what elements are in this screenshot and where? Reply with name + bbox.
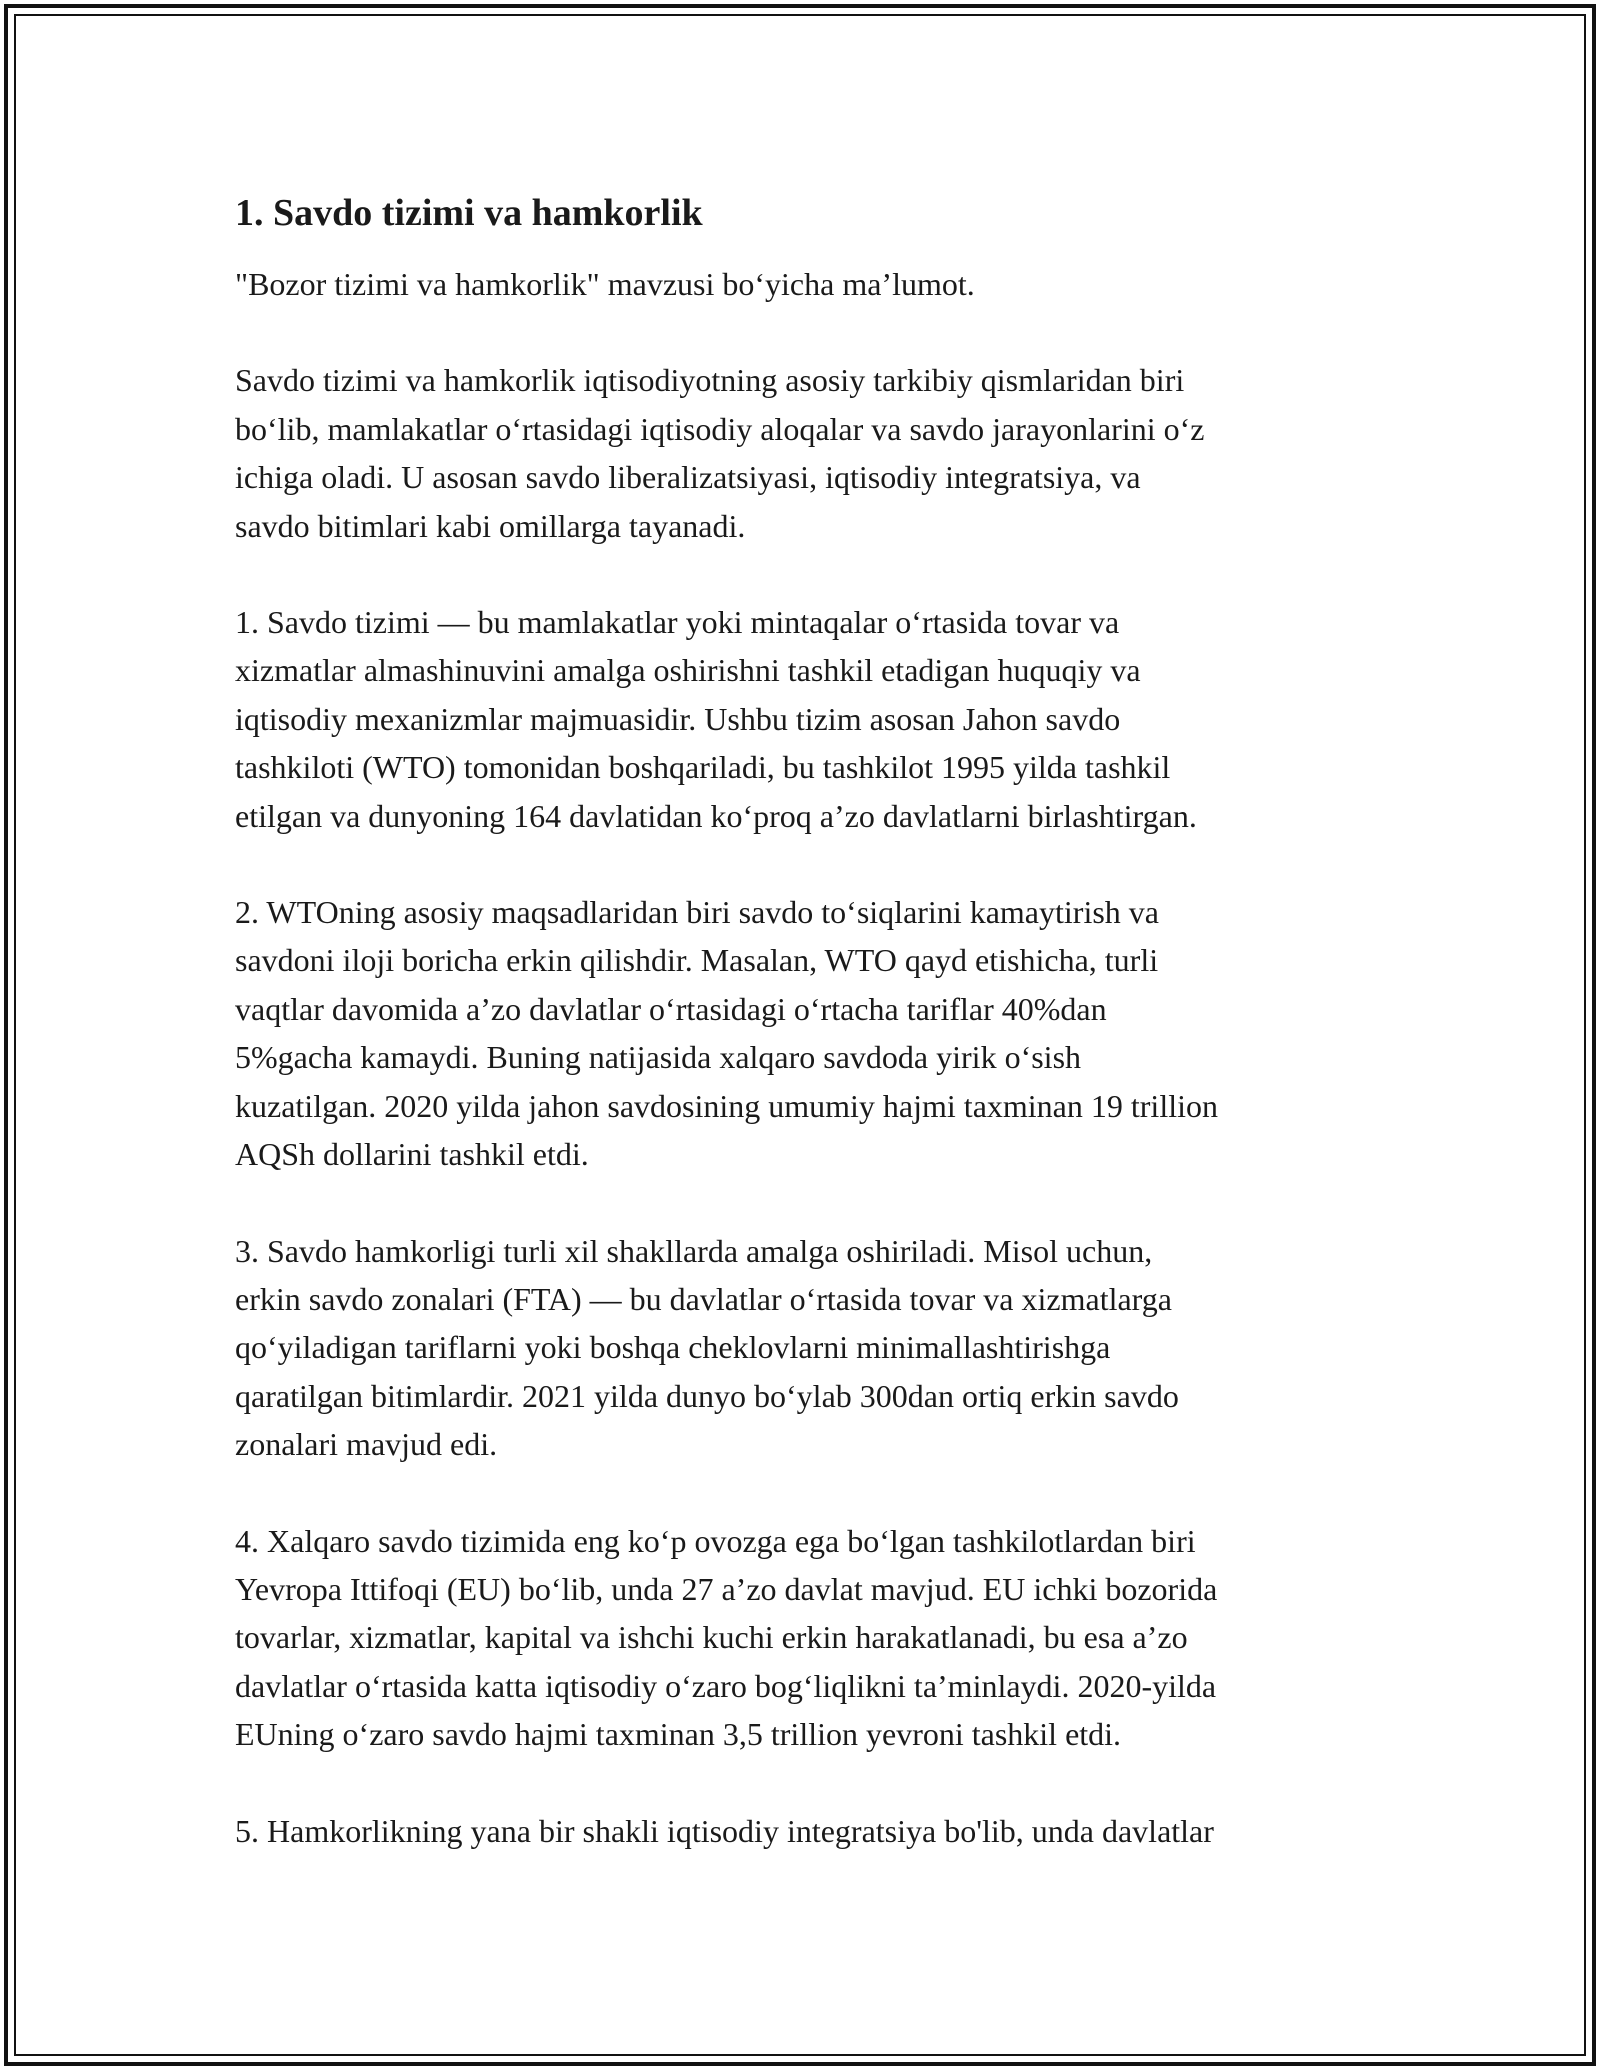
paragraph-line: vaqtlar davomida a’zo davlatlar o‘rtasidagi o‘rtacha tariflar 40%dan (235, 990, 1107, 1027)
paragraph-line: EUning o‘zaro savdo hajmi taxminan 3,5 trillion yevroni tashkil etdi. (235, 1716, 1122, 1753)
paragraph-line: savdo bitimlari kabi omillarga tayanadi. (235, 507, 746, 544)
paragraph-line: AQSh dollarini tashkil etdi. (235, 1136, 589, 1173)
paragraph-line: tovarlar, xizmatlar, kapital va ishchi kuchi erkin harakatlanadi, bu esa a’zo (235, 1619, 1188, 1656)
paragraph-line: etilgan va dunyoning 164 davlatidan ko‘proq a’zo davlatlarni birlashtirgan. (235, 797, 1197, 834)
paragraph-line: bo‘lib, mamlakatlar o‘rtasidagi iqtisodiy aloqalar va savdo jarayonlarini o‘z (235, 410, 1205, 447)
paragraph-line: ichiga oladi. U asosan savdo liberalizatsiyasi, iqtisodiy integratsiya, va (235, 459, 1141, 496)
paragraph-line: 5%gacha kamaydi. Buning natijasida xalqaro savdoda yirik o‘sish (235, 1039, 1082, 1076)
paragraph-line: 4. Xalqaro savdo tizimida eng ko‘p ovozga ega bo‘lgan tashkilotlardan biri (235, 1522, 1196, 1559)
paragraph-line: qaratilgan bitimlardir. 2021 yilda dunyo bo‘ylab 300dan ortiq erkin savdo (235, 1377, 1179, 1414)
paragraph-point-4 (235, 1517, 1385, 1759)
document-subtitle: "Bozor tizimi va hamkorlik" mavzusi bo‘yicha ma’lumot. (235, 266, 975, 302)
document-page (235, 188, 1385, 1903)
paragraph-point-5 (235, 1807, 1385, 1855)
paragraph-line: iqtisodiy mexanizmlar majmuasidir. Ushbu tizim asosan Jahon savdo (235, 700, 1121, 737)
paragraph-line: Yevropa Ittifoqi (EU) bo‘lib, unda 27 a’zo davlat mavjud. EU ichki bozorida (235, 1570, 1218, 1607)
paragraph-line: 1. Savdo tizimi — bu mamlakatlar yoki mintaqalar o‘rtasida tovar va (235, 604, 1120, 641)
document-title: 1. Savdo tizimi va hamkorlik (235, 192, 703, 234)
paragraph-line: zonalari mavjud edi. (235, 1426, 498, 1463)
paragraph-line: savdoni iloji boricha erkin qilishdir. Masalan, WTO qayd etishicha, turli (235, 942, 1159, 979)
paragraph-point-2 (235, 888, 1385, 1178)
paragraph-line: tashkiloti (WTO) tomonidan boshqariladi, bu tashkilot 1995 yilda tashkil (235, 749, 1171, 786)
paragraph-line: erkin savdo zonalari (FTA) — bu davlatlar o‘rtasida tovar va xizmatlarga (235, 1280, 1172, 1317)
paragraph-line: qo‘yiladigan tariflarni yoki boshqa cheklovlarni minimallashtirishga (235, 1329, 1111, 1366)
paragraph-line: Savdo tizimi va hamkorlik iqtisodiyotning asosiy tarkibiy qismlaridan biri (235, 362, 1185, 399)
paragraph-point-1 (235, 598, 1385, 840)
paragraph-line: xizmatlar almashinuvini amalga oshirishni tashkil etadigan huquqiy va (235, 652, 1141, 689)
paragraph-intro (235, 356, 1385, 550)
paragraph-point-3 (235, 1227, 1385, 1469)
paragraph-line: 5. Hamkorlikning yana bir shakli iqtisodiy integratsiya bo'lib, unda davlatlar (235, 1812, 1214, 1849)
paragraph-line: 2. WTOning asosiy maqsadlaridan biri savdo to‘siqlarini kamaytirish va (235, 894, 1159, 931)
paragraph-line: davlatlar o‘rtasida katta iqtisodiy o‘zaro bog‘liqlikni ta’minlaydi. 2020-yilda (235, 1667, 1217, 1704)
paragraph-line: kuzatilgan. 2020 yilda jahon savdosining umumiy hajmi taxminan 19 trillion (235, 1087, 1218, 1124)
paragraph-line: 3. Savdo hamkorligi turli xil shakllarda amalga oshiriladi. Misol uchun, (235, 1232, 1153, 1269)
